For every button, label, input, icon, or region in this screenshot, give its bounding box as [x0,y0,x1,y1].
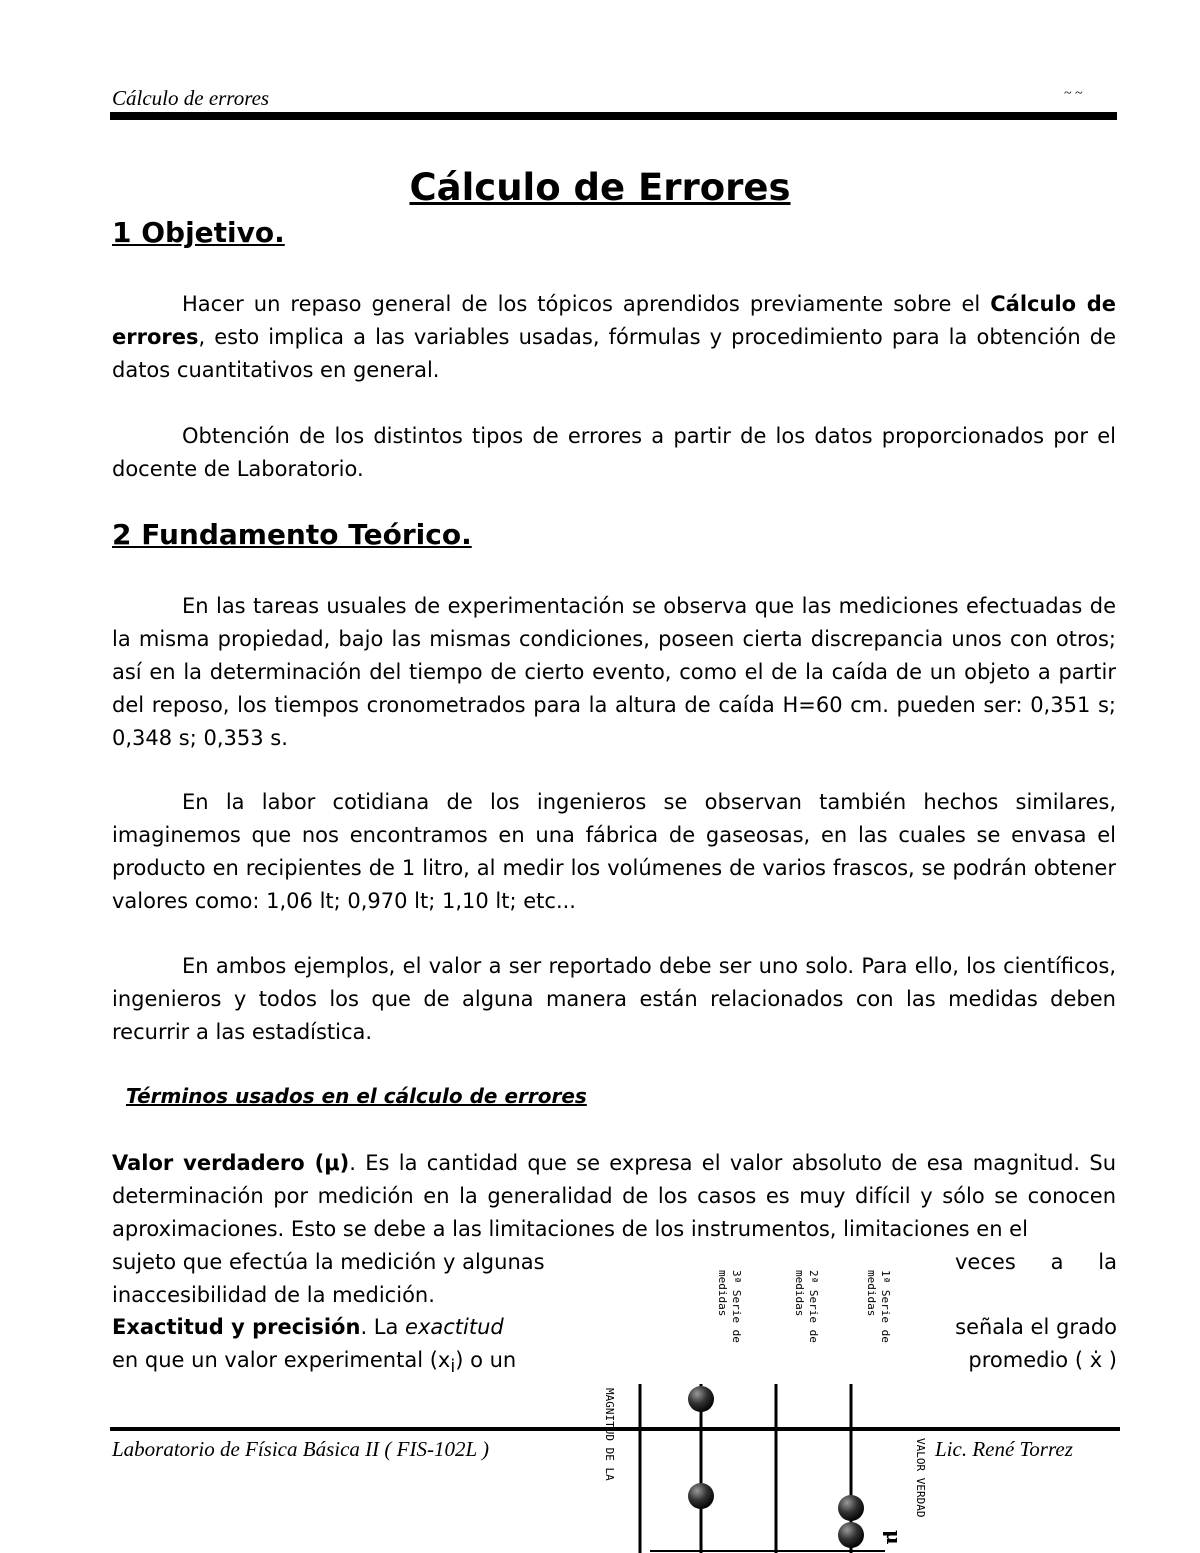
axis-label-valor-verdadero: VALOR VERDAD [914,1438,927,1518]
measurement-point [838,1522,864,1548]
measurement-point [688,1386,714,1412]
text: ) o un [455,1348,517,1372]
subscript: i [450,1357,456,1378]
right-column-line: promedio ( ẋ ) [968,1348,1117,1372]
text: , esto implica a las variables usadas, fórmulas y procedimiento para la obtención de datos cuantitativos en general. [112,325,1116,382]
paragraph-fundamento-2: En la labor cotidiana de los ingenieros se observan también hechos similares, imaginemos que nos encontramos en una fábrica de gaseosas, en las cuales se envasa el producto en recipientes de 1 litro, al medir los volúmenes de varios frascos, se podrán obtener valores como: 1,06 lt; 0,970 lt; 1,10 lt; etc... [112,790,1116,913]
left-column-line: sujeto que efectúa la medición y algunas [112,1250,545,1274]
left-column-line [112,1311,576,1344]
paragraph-fundamento-3: En ambos ejemplos, el valor a ser reportado debe ser uno solo. Para ello, los científicos, ingenieros y todos los que de alguna manera están relacionados con las medidas deben recurrir a las estadística. [112,954,1116,1044]
paragraph-valor-verdadero [112,1147,1116,1246]
document-title: Cálculo de Errores [409,166,791,209]
series-label-1-b: medidas [865,1270,878,1317]
axis-label-magnitud: MAGNITUD DE LA [603,1388,616,1481]
series-label-2: 2ª Serie de [807,1270,820,1343]
left-column-line [112,1344,516,1384]
text: Hacer un repaso general de los tópicos aprendidos previamente sobre el [182,292,991,316]
running-header: Cálculo de errores [112,86,270,110]
emphasis: exactitud [405,1315,504,1339]
series-label-1: 1ª Serie de [879,1270,892,1343]
text: . Es la cantidad que se expresa el valor absoluto de esa magnitud. Su determinación por medición en la generalidad de los casos es muy difícil y sólo se conocen aproximaciones. Esto se debe a las limitaciones de los instrumentos, limitaciones en el [112,1151,1117,1241]
paragraph-objetivo-2: Obtención de los distintos tipos de errores a partir de los datos proporcionados por el docente de Laboratorio. [112,424,1116,481]
text: en que un valor experimental (x [112,1348,451,1372]
mu-symbol: μ [882,1530,906,1545]
series-label-3: 3ª Serie de [730,1270,743,1343]
page-number: ~ ~ [1064,86,1083,101]
measurement-point [688,1483,714,1509]
footer-course: Laboratorio de Física Básica II ( FIS-102L ) [112,1437,489,1461]
header-rule [110,112,1117,120]
term-label: Exactitud y precisión [112,1315,361,1339]
right-column-line: veces a la [955,1250,1117,1274]
section-heading-fundamento: 2 Fundamento Teórico. [112,518,472,551]
series-label-2-b: medidas [793,1270,806,1317]
right-column-line: señala el grado [955,1315,1117,1339]
terms-heading: Términos usados en el cálculo de errores [126,1084,587,1108]
section-heading-objetivo: 1 Objetivo. [112,216,285,249]
text: . La [360,1315,406,1339]
measurement-series-figure [595,1262,940,1553]
series-label-3-b: medidas [716,1270,729,1317]
left-column-line: inaccesibilidad de la medición. [112,1283,435,1307]
paragraph-objetivo-1 [112,288,1116,387]
paragraph-fundamento-1: En las tareas usuales de experimentación se observa que las mediciones efectuadas de la misma propiedad, bajo las mismas condiciones, poseen cierta discrepancia unos con otros; así en la determinación del tiempo de cierto evento, como el de la caída de un objeto a partir del reposo, los tiempos cronometrados para la altura de caída H=60 cm. pueden ser: 0,351 s; 0,348 s; 0,353 s. [112,594,1116,750]
bold-term: Cálculo de errores [112,292,1117,349]
footer-author: Lic. René Torrez [935,1437,1073,1461]
measurement-point [838,1495,864,1521]
term-label: Valor verdadero (μ) [112,1151,350,1175]
